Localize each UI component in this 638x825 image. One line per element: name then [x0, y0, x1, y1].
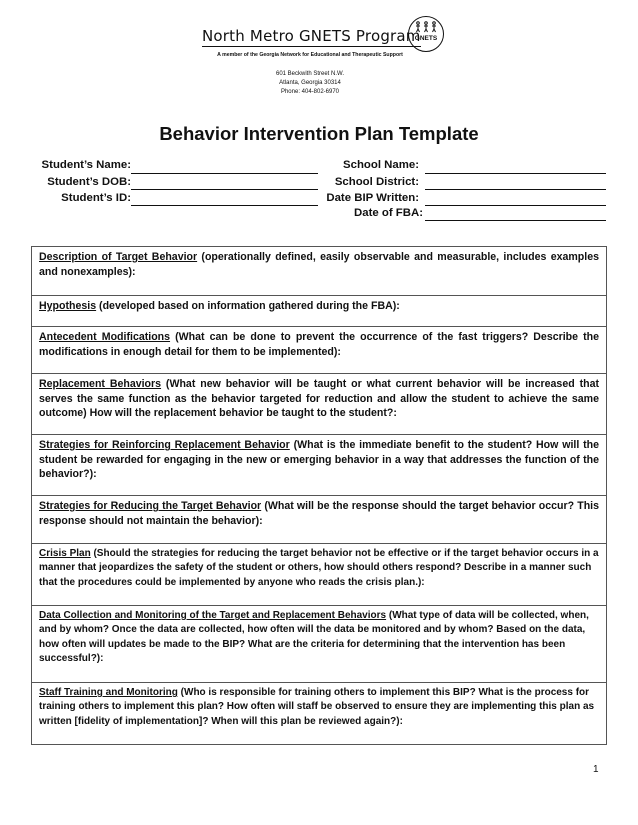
student-name-label: Student’s Name:: [41, 159, 131, 171]
school-name-label: School Name:: [343, 159, 419, 171]
section-description: (What new behavior will be taught or what current behavior will be increased that serves the same function as the behavior targeted for reduction and allow the student to achieve the same outcome) How will the replacement behavior be taught to the student?:: [39, 378, 599, 419]
school-district-label: School District:: [334, 176, 419, 188]
section-description: (What can be done to prevent the occurrence of the fast triggers? Describe the modifications in enough detail for them to be implemented):: [39, 331, 600, 358]
people-icon: [414, 21, 438, 33]
address-city: Atlanta, Georgia 30314: [279, 80, 341, 86]
student-id-label: Student’s ID:: [61, 192, 131, 204]
section-heading: Crisis Plan: [39, 548, 91, 559]
date-of-fba-label: Date of FBA:: [354, 207, 423, 219]
section-crisis-plan[interactable]: [32, 543, 606, 605]
section-description: (What type of data will be collected, when, and by whom? Once the data are collected, how often will the data be monitored and by whom? Based on the data, how often will updates be made to the BIP? What are the criteria for determining that the intervention has been successful?):: [39, 610, 589, 664]
section-antecedent-modifications[interactable]: [32, 326, 606, 373]
tagline: A member of the Georgia Network for Educational and Therapeutic Support: [217, 52, 403, 58]
section-heading: Antecedent Modifications: [39, 331, 171, 343]
section-target-behavior[interactable]: [32, 247, 606, 295]
section-heading: Hypothesis: [39, 300, 97, 312]
section-data-collection[interactable]: [32, 605, 606, 682]
section-staff-training[interactable]: [32, 682, 606, 744]
section-heading: Strategies for Reducing the Target Behavior: [39, 500, 262, 512]
org-name: North Metro GNETS Program: [202, 27, 421, 45]
gnets-logo: [408, 16, 444, 52]
date-bip-written-label: Date BIP Written:: [326, 192, 419, 204]
student-dob-label: Student’s DOB:: [47, 176, 131, 188]
section-description: (developed based on information gathered during the FBA):: [96, 300, 400, 312]
school-district-input[interactable]: [425, 177, 606, 190]
letterhead: [150, 14, 470, 106]
section-reducing-target[interactable]: [32, 495, 606, 543]
section-heading: Staff Training and Monitoring: [39, 687, 178, 698]
date-of-fba-input[interactable]: [425, 208, 606, 221]
section-heading: Description of Target Behavior: [39, 251, 198, 263]
page-number: 1: [593, 764, 599, 775]
section-heading: Replacement Behaviors: [39, 378, 162, 390]
school-name-input[interactable]: [425, 161, 606, 174]
section-description: (Should the strategies for reducing the target behavior not be effective or if the target behavior occurs in a manner that jeopardizes the safety of the student or others, how should others respond? Describe in a manner such that the procedures could be implemented by anyone who reads the crisis plan.):: [39, 548, 599, 588]
date-bip-written-input[interactable]: [425, 193, 606, 206]
section-description: (Who is responsible for training others to implement this BIP? What is the process for training others to implement this plan? How often will staff be observed to ensure they are implementing this plan as written [fidelity of implementation]? When will this plan be reviewed again?):: [39, 687, 595, 727]
section-description: (What will be the response should the target behavior occur? This response should not maintain the behavior):: [39, 500, 599, 527]
address-street: 601 Beckwith Street N.W.: [275, 71, 345, 77]
page-title: Behavior Intervention Plan Template: [159, 123, 479, 144]
section-heading: Data Collection and Monitoring of the Target and Replacement Behaviors: [39, 610, 387, 621]
section-reinforcing-replacement[interactable]: [32, 434, 606, 495]
bip-sections-table: [31, 246, 607, 745]
section-heading: Strategies for Reinforcing Replacement Behavior: [39, 439, 290, 451]
section-replacement-behaviors[interactable]: [32, 373, 606, 434]
section-description: (What is the immediate benefit to the student? How will the student be rewarded for engaging in the new or emerging behavior in a way that addresses the function of the behavior?):: [39, 439, 599, 480]
section-hypothesis[interactable]: [32, 295, 606, 326]
section-description: (operationally defined, easily observable and measurable, includes examples and nonexamples):: [39, 251, 599, 278]
phone: Phone: 404-802-6970: [280, 89, 340, 95]
logo-text: GNETS: [414, 35, 438, 42]
